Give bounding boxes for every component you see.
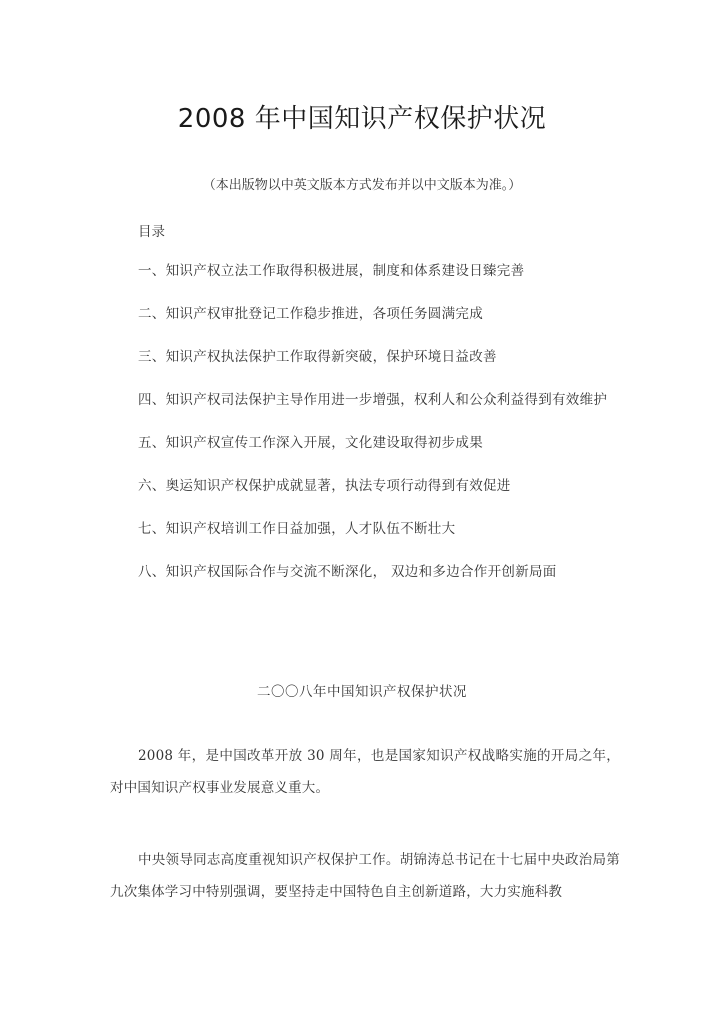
- toc-item: 三、知识产权执法保护工作取得新突破，保护环境日益改善: [138, 349, 497, 365]
- toc-item: 五、知识产权宣传工作深入开展，文化建设取得初步成果: [138, 435, 483, 451]
- publication-note: （本出版物以中英文版本方式发布并以中文版本为准。）: [202, 178, 522, 193]
- toc-item: 四、知识产权司法保护主导作用进一步增强，权利人和公众利益得到有效维护: [138, 392, 608, 408]
- toc-item: 一、知识产权立法工作取得积极进展，制度和体系建设日臻完善: [138, 263, 525, 279]
- toc-item: 六、奥运知识产权保护成就显著，执法专项行动得到有效促进: [138, 478, 511, 494]
- toc-item: 七、知识产权培训工作日益加强，人才队伍不断壮大: [138, 521, 456, 537]
- document-title: 2008 年中国知识产权保护状况: [177, 104, 547, 134]
- body-paragraph: 2008 年，是中国改革开放 30 周年，也是国家知识产权战略实施的开局之年，对中国知识产权事业发展意义重大。: [110, 748, 620, 796]
- toc-item: 八、知识产权国际合作与交流不断深化， 双边和多边合作开创新局面: [138, 564, 557, 580]
- toc-item: 二、知识产权审批登记工作稳步推进，各项任务圆满完成: [138, 306, 483, 322]
- section-subtitle: 二〇〇八年中国知识产权保护状况: [257, 684, 467, 700]
- toc-heading: 目录: [138, 224, 165, 240]
- table-of-contents: [110, 260, 620, 604]
- body-paragraph: 中央领导同志高度重视知识产权保护工作。胡锦涛总书记在十七届中央政治局第九次集体学习中特别强调，要坚持走中国特色自主创新道路，大力实施科教: [110, 852, 620, 900]
